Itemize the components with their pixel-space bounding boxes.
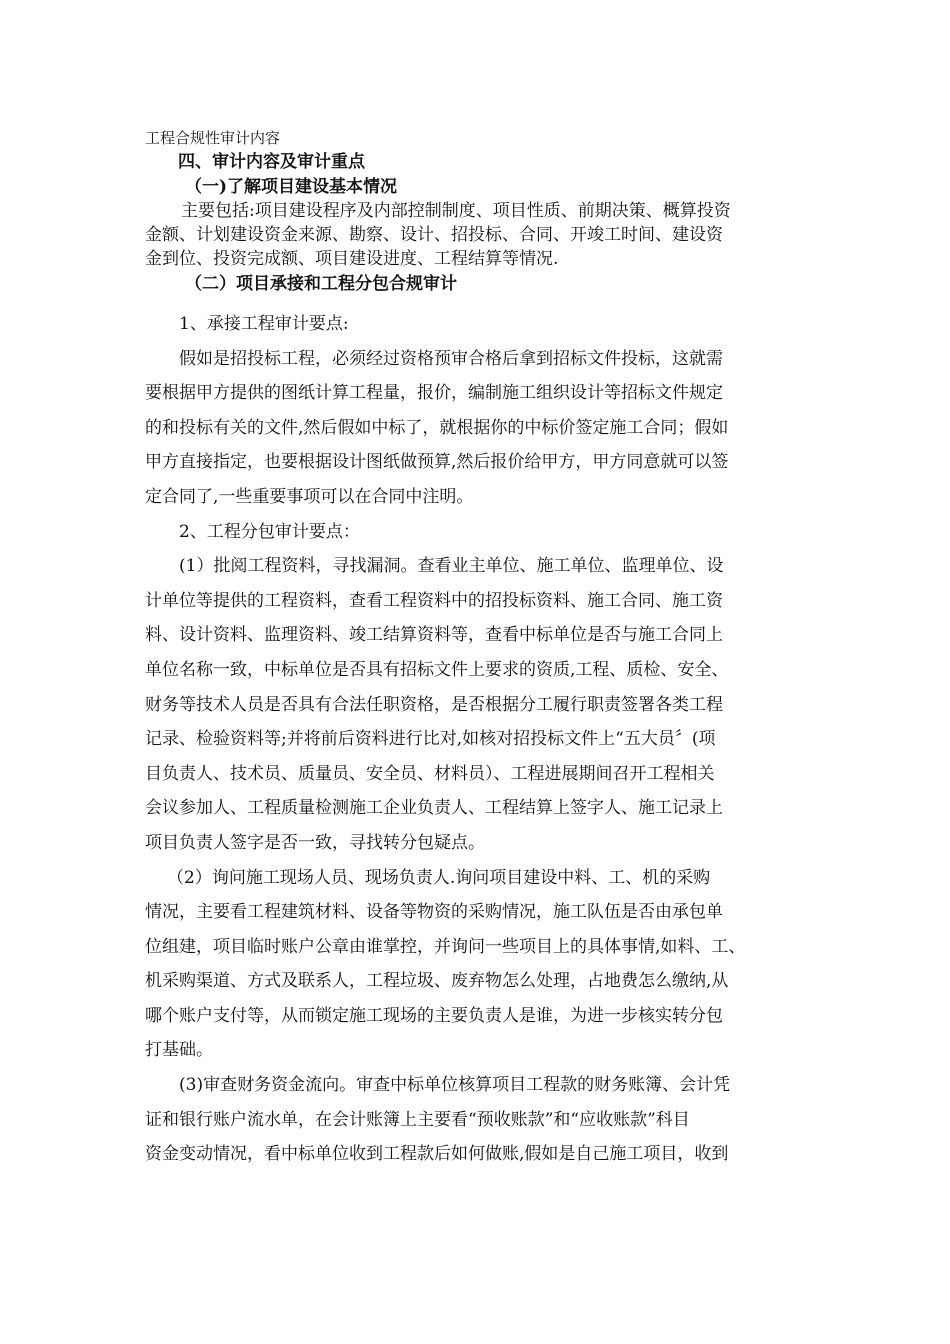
document-title: 工程合规性审计内容 [145, 129, 281, 147]
paragraph-line: 情况，主要看工程建筑材料、设备等物资的采购情况，施工队伍是否由承包单 [145, 902, 723, 923]
subsection-heading-subcontract-audit: （二）项目承接和工程分包合规审计 [185, 274, 457, 294]
subsection-heading-project-basics: （一)了解项目建设基本情况 [185, 177, 398, 197]
paragraph-line: 会议参加人、工程质量检测施工企业负责人、工程结算上签字人、施工记录上 [145, 798, 723, 819]
paragraph-line: 记录、检验资料等;并将前后资料进行比对,如核对招投标文件上“五大员〞(项 [145, 729, 716, 750]
paragraph-line: 位组建，项目临时账户公章由谁掌控，并询问一些项目上的具体事情,如料、工、 [145, 936, 746, 957]
paragraph-line: 金到位、投资完成额、项目建设进度、工程结算等情况. [145, 249, 559, 269]
paragraph-line: 甲方直接指定，也要根据设计图纸做预算,然后报价给甲方，甲方同意就可以签 [145, 452, 729, 473]
project-basics-paragraph [145, 199, 825, 271]
paragraph-line: 的和投标有关的文件,然后假如中标了，就根据你的中标价签定施工合同；假如 [145, 417, 729, 438]
contract-audit-body [145, 307, 825, 1172]
paragraph-line: (3)审查财务资金流向。审查中标单位核算项目工程款的财务账簿、会计凭 [179, 1075, 731, 1096]
paragraph-line: 单位名称一致，中标单位是否具有招标文件上要求的资质,工程、质检、安全、 [145, 659, 729, 680]
item-heading-subcontract-audit: 2、工程分包审计要点： [179, 521, 360, 542]
paragraph-line: 假如是招投标工程，必须经过资格预审合格后拿到招标文件投标，这就需 [179, 348, 723, 369]
paragraph-line: 机采购渠道、方式及联系人，工程垃圾、废弃物怎么处理，占地费怎么缴纳,从 [145, 971, 729, 992]
paragraph-line: 证和银行账户流水单，在会计账簿上主要看“预收账款”和“应收账款”科目 [145, 1109, 690, 1130]
paragraph-line: 主要包括:项目建设程序及内部控制制度、项目性质、前期决策、概算投资 [181, 201, 731, 221]
section-heading-audit-content: 四、审计内容及审计重点 [178, 152, 365, 172]
paragraph-line: （2）询问施工现场人员、现场负责人.询问项目建设中料、工、机的采购 [167, 867, 711, 888]
paragraph-line: 定合同了,一些重要事项可以在合同中注明。 [145, 486, 474, 507]
paragraph-line: (1）批阅工程资料，寻找漏洞。查看业主单位、施工单位、监理单位、设 [179, 556, 724, 577]
paragraph-line: 料、设计资料、监理资料、竣工结算资料等，查看中标单位是否与施工合同上 [145, 625, 723, 646]
paragraph-line: 资金变动情况，看中标单位收到工程款后如何做账,假如是自己施工项目，收到 [145, 1144, 729, 1165]
paragraph-line: 目负责人、技术员、质量员、安全员、材料员）、工程进展期间召开工程相关 [145, 763, 715, 784]
paragraph-line: 财务等技术人员是否具有合法任职资格，是否根据分工履行职责签署各类工程 [145, 694, 723, 715]
paragraph-line: 项目负责人签字是否一致，寻找转分包疑点。 [145, 832, 485, 853]
paragraph-line: 打基础。 [145, 1040, 213, 1061]
paragraph-line: 计单位等提供的工程资料，查看工程资料中的招投标资料、施工合同、施工资 [145, 590, 723, 611]
paragraph-line: 要根据甲方提供的图纸计算工程量，报价，编制施工组织设计等招标文件规定 [145, 383, 723, 404]
item-heading-contract-audit: 1、承接工程审计要点: [179, 314, 349, 334]
paragraph-line: 金额、计划建设资金来源、勘察、设计、招投标、合同、开竣工时间、建设资 [145, 225, 723, 245]
paragraph-line: 哪个账户支付等，从而锁定施工现场的主要负责人是谁，为进一步核实转分包 [145, 1005, 723, 1026]
